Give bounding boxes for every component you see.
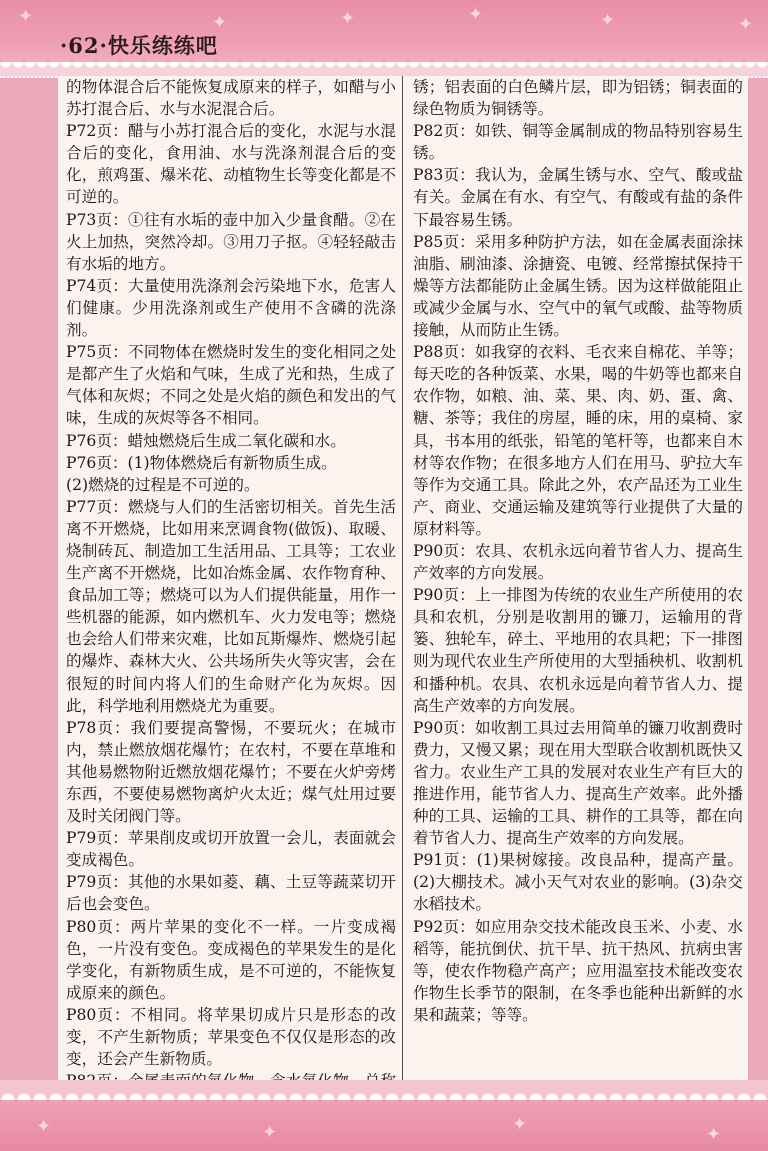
column-divider [402,76,403,1088]
answer-paragraph: P85页：采用多种防护方法，如在金属表面涂抹油脂、刷油漆、涂搪瓷、电镀、经常擦拭保持干燥等方法都能防止金属生锈。因为这样做能阻止或减少金属与水、空气中的氧气或酸、盐等物质接触，从而防止生锈。 [413,232,743,340]
answer-paragraph: P78页：我们要提高警惕，不要玩火；在城市内，禁止燃放烟花爆竹；在农村，不要在草堆和其他易燃物附近燃放烟花爆竹；不要在火炉旁烤东西，不要使易燃物离炉火太近；煤气灶用过要及时关闭阀门等。 [66,718,396,826]
answer-paragraph: P76页：蜡烛燃烧后生成二氧化碳和水。 [66,431,346,450]
star-decoration-icon: ✦ [706,1124,722,1145]
answer-paragraph: P72页：醋与小苏打混合后的变化，水泥与水混合后的变化，食用油、水与洗涤剂混合后的变化，煎鸡蛋、爆米花、动植物生长等变化都是不可逆的。 [66,122,396,207]
star-decoration-icon: ✦ [262,1122,278,1143]
answer-paragraph: P80页：不相同。将苹果切成片只是形态的改变，不产生新物质；苹果变色不仅仅是形态的改变，还会产生新物质。 [66,1005,396,1069]
answer-paragraph: 锈；铝表面的白色鳞片层，即为铝锈；铜表面的绿色物质为铜锈等。 [413,78,743,119]
page-content [58,76,748,1088]
answer-paragraph: P91页：(1)果树嫁接。改良品种，提高产量。(2)大棚技术。减小天气对农业的影响。(3)杂交水稻技术。 [413,851,743,914]
footer-band [0,1100,768,1151]
answer-paragraph: (2)燃烧的过程是不可逆的。 [66,475,260,494]
star-decoration-icon: ✦ [18,6,34,27]
answer-paragraph: P76页：(1)物体燃烧后有新物质生成。 [66,453,337,472]
answer-paragraph: P79页：其他的水果如菱、藕、土豆等蔬菜切开后也会变色。 [66,873,396,914]
star-decoration-icon: ✦ [468,4,484,25]
answer-paragraph: P90页：如收割工具过去用简单的镰刀收割费时费力，又慢又累；现在用大型联合收割机既快又省力。农业生产工具的发展对农业生产有巨大的推进作用，能节省人力、提高生产效率。此外播种的工具、运输的工具、耕作的工具等，都在向着节省人力、提高生产效率的方向发展。 [413,718,743,848]
star-decoration-icon: ✦ [512,1114,528,1135]
left-column [66,76,396,1088]
answer-paragraph: P88页：如我穿的衣料、毛衣来自棉花、羊等；每天吃的各种饭菜、水果，喝的牛奶等也都来自农作物，如粮、油、菜、果、肉、奶、蛋、禽、糖、茶等；我住的房屋，睡的床，用的桌椅、家具，书本用的纸张，铅笔的笔杆等，也都来自木材等农作物；在很多地方人们在用马、驴拉大车等作为交通工具。除此之外，农产品还为工业生产、商业、交通运输及建筑等行业提供了大量的原材料等。 [413,343,743,538]
lace-border-bottom [0,1080,768,1100]
answer-paragraph: P77页：燃烧与人们的生活密切相关。首先生活离不开燃烧，比如用来烹调食物(做饭)、取暖、烧制砖瓦、制造加工生活用品、工具等；工农业生产离不开燃烧，比如冶炼金属、农作物育种、食品加工等；燃烧可以为人们提供能量，用作一些机器的能源，如内燃机车、火力发电等；燃烧也会给人们带来灾难，比如瓦斯爆炸、燃烧引起的爆炸、森林大火、公共场所失火等灾害，会在很短的时间内将人们的生命财产化为灰烬。因此，科学地利用燃烧尤为重要。 [66,497,396,715]
star-decoration-icon: ✦ [738,14,754,35]
star-decoration-icon: ✦ [212,12,228,33]
right-column [413,76,743,1088]
answer-paragraph: P83页：我认为，金属生锈与水、空气、酸或盐有关。金属在有水、有空气、有酸或有盐的条件下最容易生锈。 [413,166,743,229]
answer-paragraph: P79页：苹果削皮或切开放置一会儿，表面就会变成褐色。 [66,829,396,870]
answer-paragraph: 的物体混合后不能恢复成原来的样子，如醋与小苏打混合后、水与水泥混合后。 [66,78,396,119]
star-decoration-icon: ✦ [340,8,356,29]
answer-paragraph: P75页：不同物体在燃烧时发生的变化相同之处是都产生了火焰和气味，生成了光和热，生成了气体和灰烬；不同之处是火焰的颜色和发出的气味，生成的灰烬等各不相同。 [66,343,396,428]
answer-paragraph: P74页：大量使用洗涤剂会污染地下水，危害人们健康。少用洗涤剂或生产使用不含磷的洗涤剂。 [66,276,396,340]
star-decoration-icon: ✦ [600,10,616,31]
answer-paragraph: P73页：①往有水垢的壶中加入少量食醋。②在火上加热，突然冷却。③用刀子抠。④轻轻敲击有水垢的地方。 [66,210,396,273]
star-decoration-icon: ✦ [36,1116,52,1137]
answer-paragraph: P82页：如铁、铜等金属制成的物品特别容易生锈。 [413,122,743,163]
answer-paragraph: P90页：上一排图为传统的农业生产所使用的农具和农机，分别是收割用的镰刀，运输用的背篓、独轮车，碎土、平地用的农具耙；下一排图则为现代农业生产所使用的大型插秧机、收割机和播种机。农具、农机永远是向着节省人力、提高生产效率的方向发展。 [413,586,743,715]
page-title: ·62·快乐练练吧 [60,33,218,58]
answer-paragraph: P90页：农具、农机永远向着节省人力、提高生产效率的方向发展。 [413,541,743,583]
answer-paragraph: P92页：如应用杂交技术能改良玉米、小麦、水稻等，能抗倒伏、抗干旱、抗干热风、抗病虫害等，使农作物稳产高产；应用温室技术能改变农作物生长季节的限制，在冬季也能种出新鲜的水果和蔬菜；等等。 [413,917,743,1024]
answer-paragraph: P80页：两片苹果的变化不一样。一片变成褐色，一片没有变色。变成褐色的苹果发生的是化学变化，有新物质生成，是不可逆的，不能恢复成原来的颜色。 [66,917,396,1002]
